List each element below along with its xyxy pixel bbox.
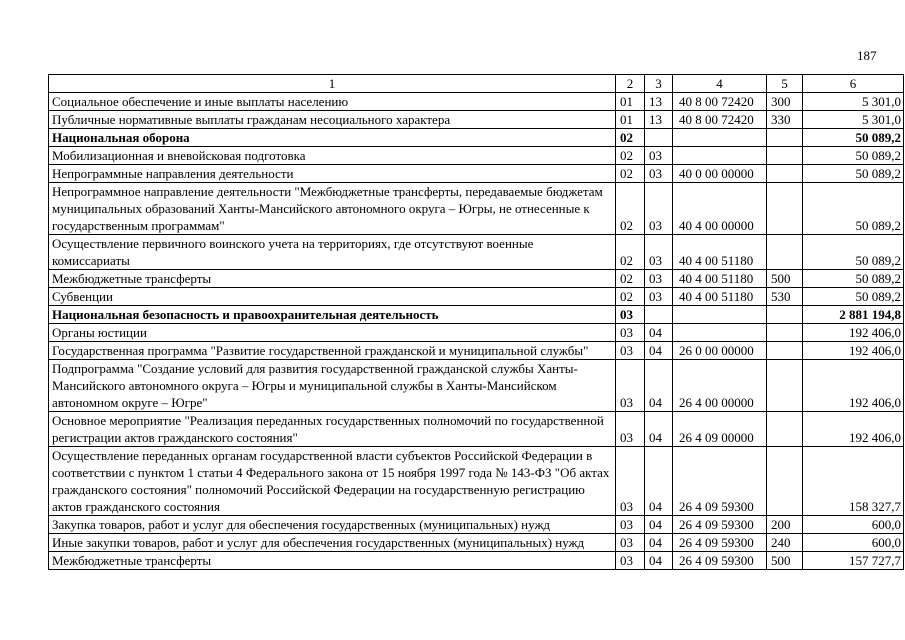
target-article-cell: 26 4 09 59300 xyxy=(673,516,767,534)
target-article-cell xyxy=(673,324,767,342)
target-article-cell xyxy=(673,306,767,324)
amount-cell: 50 089,2 xyxy=(803,183,904,235)
amount-cell: 192 406,0 xyxy=(803,342,904,360)
expense-type-cell xyxy=(767,324,803,342)
subsection-code-cell: 04 xyxy=(645,360,673,412)
target-article-cell: 40 8 00 72420 xyxy=(673,93,767,111)
row-name-cell: Органы юстиции xyxy=(49,324,616,342)
expense-type-cell xyxy=(767,412,803,447)
row-name-cell: Закупка товаров, работ и услуг для обеспечения государственных (муниципальных) нужд xyxy=(49,516,616,534)
amount-cell: 192 406,0 xyxy=(803,324,904,342)
row-name-cell: Публичные нормативные выплаты гражданам несоциального характера xyxy=(49,111,616,129)
section-code-cell: 01 xyxy=(616,93,645,111)
row-name-cell: Мобилизационная и вневойсковая подготовка xyxy=(49,147,616,165)
amount-cell: 157 727,7 xyxy=(803,552,904,570)
row-name-cell: Подпрограмма "Создание условий для развития государственной гражданской службы Ханты-Мансийского автономного округа – Югры и муниципальной службы в Ханты-Мансийском автономном округе – Югре" xyxy=(49,360,616,412)
subsection-code-cell: 13 xyxy=(645,93,673,111)
row-name-cell: Осуществление переданных органам государственной власти субъектов Российской Федерации в соответствии с пунктом 1 статьи 4 Федерального закона от 15 ноября 1997 года № 143-ФЗ "Об актах гражданского состояния" полномочий Российской Федерации на государственную регистрацию актов гражданского состояния xyxy=(49,447,616,516)
table-row xyxy=(49,360,904,412)
table-row xyxy=(49,129,904,147)
section-code-cell: 02 xyxy=(616,288,645,306)
row-name-cell: Субвенции xyxy=(49,288,616,306)
amount-cell: 50 089,2 xyxy=(803,235,904,270)
amount-cell: 50 089,2 xyxy=(803,147,904,165)
section-code-cell: 02 xyxy=(616,235,645,270)
section-code-cell: 02 xyxy=(616,183,645,235)
expense-type-cell: 330 xyxy=(767,111,803,129)
target-article-cell: 26 4 09 59300 xyxy=(673,552,767,570)
row-name-cell: Национальная безопасность и правоохранительная деятельность xyxy=(49,306,616,324)
subsection-code-cell: 03 xyxy=(645,235,673,270)
section-code-cell: 02 xyxy=(616,165,645,183)
row-name-cell: Государственная программа "Развитие государственной гражданской и муниципальной службы" xyxy=(49,342,616,360)
row-name-cell: Осуществление первичного воинского учета на территориях, где отсутствуют военные комиссариаты xyxy=(49,235,616,270)
table-row xyxy=(49,552,904,570)
section-code-cell: 02 xyxy=(616,129,645,147)
table-row xyxy=(49,235,904,270)
target-article-cell xyxy=(673,147,767,165)
table-header-row xyxy=(49,75,904,93)
section-code-cell: 01 xyxy=(616,111,645,129)
table-row xyxy=(49,447,904,516)
target-article-cell: 26 0 00 00000 xyxy=(673,342,767,360)
subsection-code-cell: 04 xyxy=(645,412,673,447)
table-row xyxy=(49,111,904,129)
table-row xyxy=(49,183,904,235)
expense-type-cell xyxy=(767,165,803,183)
header-col-3: 3 xyxy=(645,75,673,93)
amount-cell: 50 089,2 xyxy=(803,165,904,183)
row-name-cell: Межбюджетные трансферты xyxy=(49,270,616,288)
expense-type-cell: 240 xyxy=(767,534,803,552)
amount-cell: 5 301,0 xyxy=(803,93,904,111)
subsection-code-cell: 04 xyxy=(645,447,673,516)
expense-type-cell: 300 xyxy=(767,93,803,111)
subsection-code-cell: 04 xyxy=(645,516,673,534)
expense-type-cell xyxy=(767,447,803,516)
amount-cell: 600,0 xyxy=(803,516,904,534)
table-row xyxy=(49,516,904,534)
subsection-code-cell: 03 xyxy=(645,270,673,288)
expense-type-cell xyxy=(767,235,803,270)
target-article-cell: 26 4 09 59300 xyxy=(673,534,767,552)
table-row xyxy=(49,165,904,183)
table-row xyxy=(49,270,904,288)
expense-type-cell: 200 xyxy=(767,516,803,534)
subsection-code-cell: 04 xyxy=(645,534,673,552)
subsection-code-cell xyxy=(645,129,673,147)
target-article-cell: 40 4 00 00000 xyxy=(673,183,767,235)
section-code-cell: 03 xyxy=(616,306,645,324)
header-col-2: 2 xyxy=(616,75,645,93)
amount-cell: 192 406,0 xyxy=(803,412,904,447)
subsection-code-cell: 03 xyxy=(645,183,673,235)
section-code-cell: 03 xyxy=(616,534,645,552)
table-row xyxy=(49,412,904,447)
table-row xyxy=(49,147,904,165)
expense-type-cell xyxy=(767,360,803,412)
expense-type-cell: 500 xyxy=(767,270,803,288)
expense-type-cell xyxy=(767,147,803,165)
row-name-cell: Непрограммное направление деятельности "Межбюджетные трансферты, передаваемые бюджетам муниципальных образований Ханты-Мансийского автономного округа – Югры, не отнесенные к государственным программам" xyxy=(49,183,616,235)
section-code-cell: 02 xyxy=(616,147,645,165)
section-code-cell: 03 xyxy=(616,447,645,516)
subsection-code-cell: 04 xyxy=(645,342,673,360)
header-col-1: 1 xyxy=(49,75,616,93)
section-code-cell: 03 xyxy=(616,342,645,360)
expense-type-cell xyxy=(767,342,803,360)
amount-cell: 2 881 194,8 xyxy=(803,306,904,324)
target-article-cell: 26 4 09 00000 xyxy=(673,412,767,447)
section-code-cell: 02 xyxy=(616,270,645,288)
amount-cell: 158 327,7 xyxy=(803,447,904,516)
expense-type-cell: 530 xyxy=(767,288,803,306)
row-name-cell: Национальная оборона xyxy=(49,129,616,147)
expense-type-cell xyxy=(767,306,803,324)
header-col-5: 5 xyxy=(767,75,803,93)
expense-type-cell: 500 xyxy=(767,552,803,570)
expense-type-cell xyxy=(767,183,803,235)
subsection-code-cell: 03 xyxy=(645,165,673,183)
section-code-cell: 03 xyxy=(616,412,645,447)
target-article-cell: 40 4 00 51180 xyxy=(673,270,767,288)
section-code-cell: 03 xyxy=(616,516,645,534)
amount-cell: 5 301,0 xyxy=(803,111,904,129)
section-code-cell: 03 xyxy=(616,552,645,570)
subsection-code-cell: 13 xyxy=(645,111,673,129)
page-number: 187 xyxy=(857,48,877,63)
budget-table xyxy=(48,74,904,570)
section-code-cell: 03 xyxy=(616,360,645,412)
target-article-cell: 26 4 09 59300 xyxy=(673,447,767,516)
subsection-code-cell: 03 xyxy=(645,147,673,165)
amount-cell: 50 089,2 xyxy=(803,270,904,288)
row-name-cell: Межбюджетные трансферты xyxy=(49,552,616,570)
header-col-6: 6 xyxy=(803,75,904,93)
row-name-cell: Непрограммные направления деятельности xyxy=(49,165,616,183)
amount-cell: 192 406,0 xyxy=(803,360,904,412)
subsection-code-cell: 04 xyxy=(645,324,673,342)
target-article-cell: 26 4 00 00000 xyxy=(673,360,767,412)
target-article-cell xyxy=(673,129,767,147)
amount-cell: 50 089,2 xyxy=(803,288,904,306)
target-article-cell: 40 8 00 72420 xyxy=(673,111,767,129)
subsection-code-cell: 03 xyxy=(645,288,673,306)
row-name-cell: Основное мероприятие "Реализация переданных государственных полномочий по государственной регистрации актов гражданского состояния" xyxy=(49,412,616,447)
table-row xyxy=(49,324,904,342)
target-article-cell: 40 4 00 51180 xyxy=(673,288,767,306)
table-row xyxy=(49,342,904,360)
subsection-code-cell xyxy=(645,306,673,324)
amount-cell: 600,0 xyxy=(803,534,904,552)
header-col-4: 4 xyxy=(673,75,767,93)
row-name-cell: Иные закупки товаров, работ и услуг для обеспечения государственных (муниципальных) нужд xyxy=(49,534,616,552)
table-row xyxy=(49,93,904,111)
target-article-cell: 40 0 00 00000 xyxy=(673,165,767,183)
table-row xyxy=(49,288,904,306)
expense-type-cell xyxy=(767,129,803,147)
subsection-code-cell: 04 xyxy=(645,552,673,570)
target-article-cell: 40 4 00 51180 xyxy=(673,235,767,270)
row-name-cell: Социальное обеспечение и иные выплаты населению xyxy=(49,93,616,111)
table-row xyxy=(49,306,904,324)
budget-table-body xyxy=(49,75,904,570)
amount-cell: 50 089,2 xyxy=(803,129,904,147)
section-code-cell: 03 xyxy=(616,324,645,342)
table-row xyxy=(49,534,904,552)
